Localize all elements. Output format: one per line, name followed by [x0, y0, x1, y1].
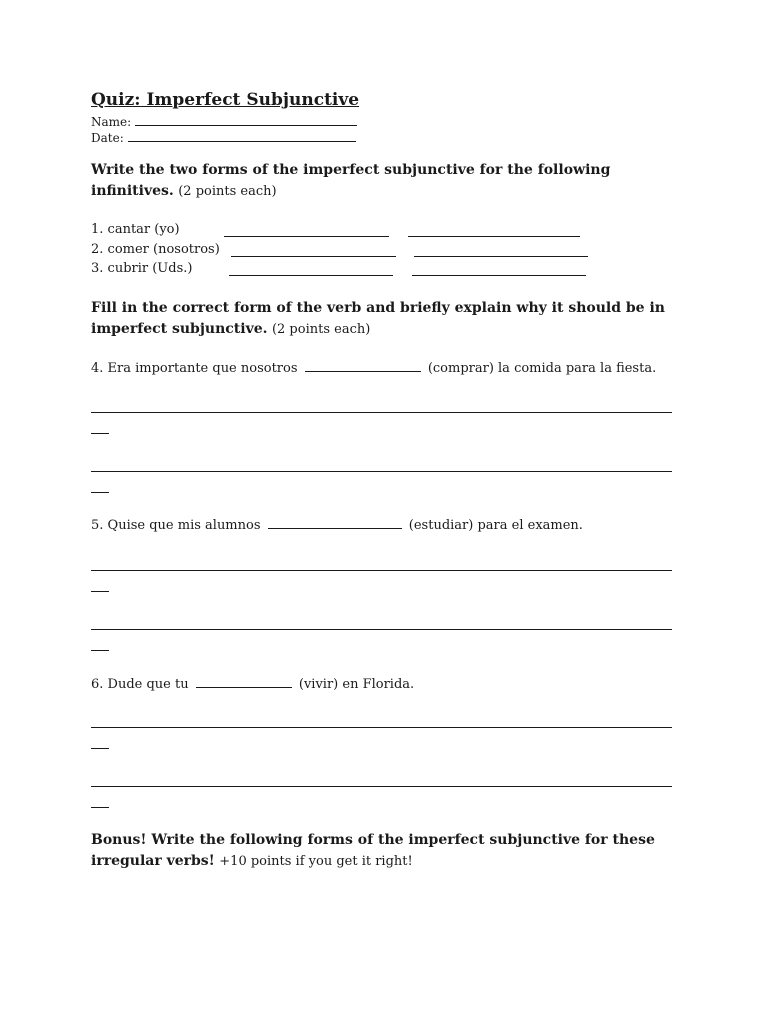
date-field[interactable] — [128, 130, 356, 142]
bonus-instruction-text: Bonus! Write the following forms of the imperfect subjunctive for these irregular verbs! — [91, 832, 655, 869]
infinitive-label: 3. cubrir (Uds.) — [91, 261, 193, 276]
bonus-points: +10 points if you get it right! — [219, 854, 413, 869]
date-label: Date: — [91, 131, 124, 145]
answer-blank[interactable] — [412, 275, 586, 276]
name-field[interactable] — [135, 114, 357, 126]
answer-blank[interactable] — [231, 256, 396, 257]
section1-instruction-text: Write the two forms of the imperfect subjunctive for the following infinitives. — [91, 162, 611, 199]
verb-blank[interactable] — [196, 676, 292, 688]
question-5 — [91, 517, 583, 533]
explanation-line-end[interactable] — [91, 591, 109, 592]
verb-blank[interactable] — [268, 517, 402, 529]
section2-instruction-text: Fill in the correct form of the verb and briefly explain why it should be in imperfect subjunctive. — [91, 300, 665, 337]
question-text-after: (comprar) la comida para la fiesta. — [427, 361, 657, 376]
explanation-line-end[interactable] — [91, 807, 109, 808]
answer-blank[interactable] — [408, 236, 580, 237]
explanation-line-end[interactable] — [91, 433, 109, 434]
bonus-instruction — [91, 830, 691, 872]
question-text-before: 5. Quise que mis alumnos — [91, 518, 261, 533]
section2-instruction — [91, 298, 691, 340]
question-4 — [91, 360, 656, 376]
question-text-after: (estudiar) para el examen. — [408, 518, 583, 533]
infinitive-item — [91, 242, 220, 257]
section2-points: (2 points each) — [271, 322, 371, 337]
explanation-line-end[interactable] — [91, 650, 109, 651]
explanation-line-end[interactable] — [91, 748, 109, 749]
verb-blank[interactable] — [305, 360, 421, 372]
explanation-line[interactable] — [91, 629, 672, 630]
explanation-line[interactable] — [91, 412, 672, 413]
page-title: Quiz: Imperfect Subjunctive — [91, 90, 360, 110]
explanation-line[interactable] — [91, 570, 672, 571]
name-row — [91, 114, 357, 129]
section1-points: (2 points each) — [178, 184, 277, 199]
section1-instruction — [91, 160, 691, 202]
infinitive-label: 1. cantar (yo) — [91, 222, 180, 237]
explanation-line[interactable] — [91, 786, 672, 787]
question-6 — [91, 676, 414, 692]
answer-blank[interactable] — [414, 256, 588, 257]
answer-blank[interactable] — [224, 236, 389, 237]
answer-blank[interactable] — [229, 275, 393, 276]
explanation-line-end[interactable] — [91, 492, 109, 493]
date-row — [91, 130, 356, 145]
explanation-line[interactable] — [91, 727, 672, 728]
infinitive-label: 2. comer (nosotros) — [91, 242, 220, 257]
infinitive-item — [91, 222, 180, 237]
name-label: Name: — [91, 115, 132, 129]
infinitive-item — [91, 261, 192, 276]
explanation-line[interactable] — [91, 471, 672, 472]
question-text-before: 4. Era importante que nosotros — [91, 361, 298, 376]
question-text-before: 6. Dude que tu — [91, 677, 189, 692]
question-text-after: (vivir) en Florida. — [298, 677, 415, 692]
